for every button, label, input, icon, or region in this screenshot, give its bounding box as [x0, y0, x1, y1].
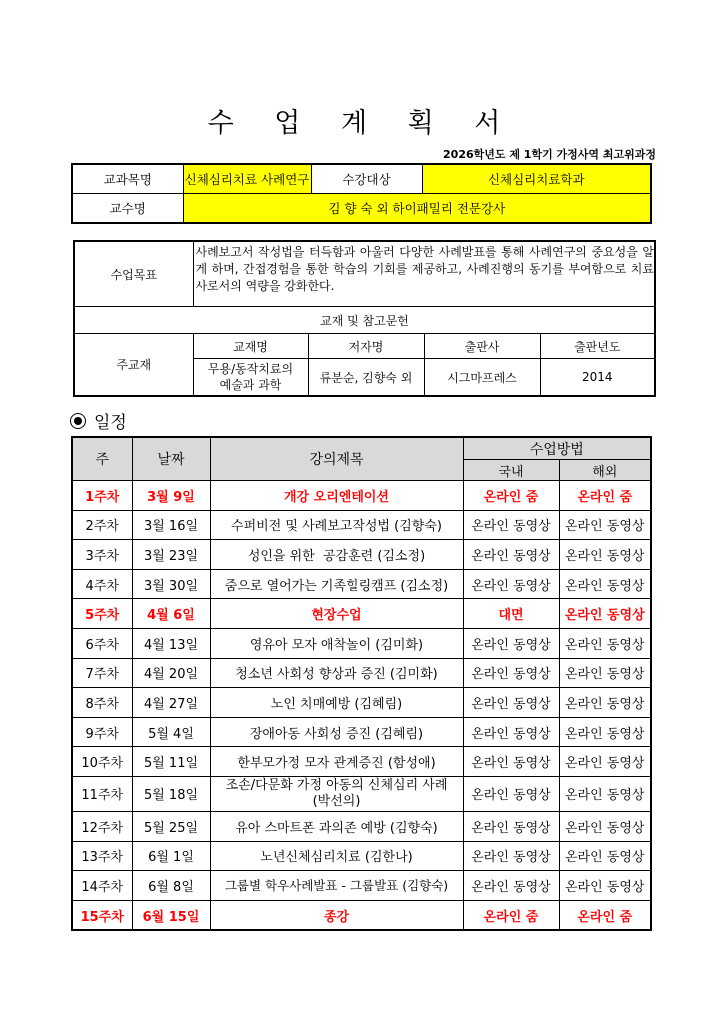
week-cell: 5주차 — [72, 599, 132, 629]
lecture-title-cell: 영유아 모자 애착놀이 (김미화) — [210, 628, 463, 658]
book-author: 류분순, 김향숙 외 — [308, 359, 424, 397]
date-cell: 6월 15일 — [132, 900, 210, 930]
domestic-cell: 온라인 동영상 — [463, 510, 559, 540]
date-cell: 5월 25일 — [132, 811, 210, 841]
domestic-cell: 온라인 동영상 — [463, 747, 559, 777]
week-cell: 14주차 — [72, 871, 132, 901]
domestic-cell: 온라인 동영상 — [463, 841, 559, 871]
overseas-cell: 온라인 동영상 — [559, 776, 651, 811]
book-title — [193, 359, 308, 397]
schedule-row — [72, 481, 651, 511]
date-cell: 3월 23일 — [132, 540, 210, 570]
week-cell: 13주차 — [72, 841, 132, 871]
date-cell: 4월 20일 — [132, 658, 210, 688]
date-cell: 4월 6일 — [132, 599, 210, 629]
schedule-row — [72, 776, 651, 811]
semester-subtitle: 2026학년도 제 1학기 가정사역 최고위과정 — [443, 148, 656, 161]
book-year: 2014 — [540, 359, 655, 397]
overseas-cell: 온라인 줌 — [559, 481, 651, 511]
page-title: 수 업 계 획 서 — [207, 108, 517, 139]
schedule-heading — [70, 408, 127, 433]
domestic-cell: 대면 — [463, 599, 559, 629]
date-cell: 5월 11일 — [132, 747, 210, 777]
date-header: 날짜 — [132, 437, 210, 481]
domestic-cell: 온라인 동영상 — [463, 688, 559, 718]
objective-text: 사례보고서 작성법을 터득함과 아울러 다양한 사례발표를 통해 사례연구의 중요성을 알게 하며, 간접경험을 통한 학습의 기회를 제공하고, 사례진행의 동기를 부여함으로 치료사로서의 역량을 강화한다. — [193, 241, 655, 307]
lecture-title-cell: 수퍼비전 및 사례보고작성법 (김향숙) — [210, 510, 463, 540]
domestic-cell: 온라인 동영상 — [463, 569, 559, 599]
domestic-cell: 온라인 동영상 — [463, 871, 559, 901]
overseas-cell: 온라인 동영상 — [559, 871, 651, 901]
professor-label: 교수명 — [72, 194, 183, 224]
bullet-icon — [70, 413, 86, 429]
course-value: 신체심리치료 사례연구 — [183, 164, 311, 194]
date-cell: 5월 18일 — [132, 776, 210, 811]
overseas-cell: 온라인 동영상 — [559, 569, 651, 599]
schedule-row — [72, 900, 651, 930]
week-cell: 9주차 — [72, 717, 132, 747]
professor-value: 김 향 숙 외 하이패밀리 전문강사 — [183, 194, 651, 224]
schedule-row — [72, 688, 651, 718]
schedule-row — [72, 841, 651, 871]
lecture-title-cell: 노인 치매예방 (김혜림) — [210, 688, 463, 718]
lecture-title-cell: 성인을 위한 공감훈련 (김소정) — [210, 540, 463, 570]
book-title-header: 교재명 — [193, 334, 308, 359]
domestic-cell: 온라인 동영상 — [463, 717, 559, 747]
week-header: 주 — [72, 437, 132, 481]
date-cell: 6월 8일 — [132, 871, 210, 901]
week-cell: 11주차 — [72, 776, 132, 811]
schedule-row — [72, 871, 651, 901]
overseas-cell: 온라인 동영상 — [559, 811, 651, 841]
lecture-title-cell: 장애아동 사회성 증진 (김혜림) — [210, 717, 463, 747]
domestic-cell: 온라인 동영상 — [463, 628, 559, 658]
schedule-row — [72, 658, 651, 688]
schedule-row — [72, 540, 651, 570]
date-cell: 3월 30일 — [132, 569, 210, 599]
schedule-row — [72, 717, 651, 747]
date-cell: 5월 4일 — [132, 717, 210, 747]
overseas-cell: 온라인 동영상 — [559, 628, 651, 658]
textbook-section-label: 교재 및 참고문헌 — [74, 307, 655, 334]
schedule-heading-text: 일정 — [94, 413, 127, 433]
week-cell: 1주차 — [72, 481, 132, 511]
date-cell: 3월 16일 — [132, 510, 210, 540]
schedule-table — [71, 436, 652, 931]
date-cell: 4월 13일 — [132, 628, 210, 658]
week-cell: 12주차 — [72, 811, 132, 841]
week-cell: 4주차 — [72, 569, 132, 599]
target-label: 수강대상 — [311, 164, 422, 194]
overseas-cell: 온라인 동영상 — [559, 599, 651, 629]
week-cell: 10주차 — [72, 747, 132, 777]
lecture-title-cell: 현장수업 — [210, 599, 463, 629]
date-cell: 4월 27일 — [132, 688, 210, 718]
textbook-section-row — [74, 307, 655, 334]
lecture-title-cell — [210, 776, 463, 811]
publisher-header: 출판사 — [424, 334, 540, 359]
week-cell: 7주차 — [72, 658, 132, 688]
overseas-cell: 온라인 줌 — [559, 900, 651, 930]
week-cell: 8주차 — [72, 688, 132, 718]
textbook-header-row — [74, 334, 655, 359]
lecture-title-cell: 줌으로 열어가는 기족힐링캠프 (김소정) — [210, 569, 463, 599]
year-header: 출판년도 — [540, 334, 655, 359]
schedule-row — [72, 628, 651, 658]
title-header: 강의제목 — [210, 437, 463, 481]
target-value: 신체심리치료학과 — [422, 164, 651, 194]
overseas-cell: 온라인 동영상 — [559, 747, 651, 777]
date-cell: 3월 9일 — [132, 481, 210, 511]
lecture-title-cell: 유아 스마트폰 과의존 예방 (김향숙) — [210, 811, 463, 841]
overseas-cell: 온라인 동영상 — [559, 841, 651, 871]
author-header: 저자명 — [308, 334, 424, 359]
domestic-header: 국내 — [463, 460, 559, 481]
lecture-title-cell: 종강 — [210, 900, 463, 930]
schedule-row — [72, 569, 651, 599]
domestic-cell: 온라인 줌 — [463, 900, 559, 930]
domestic-cell: 온라인 동영상 — [463, 540, 559, 570]
overseas-cell: 온라인 동영상 — [559, 540, 651, 570]
schedule-row — [72, 811, 651, 841]
lecture-title-line1: 조손/다문화 가정 아동의 신체심리 사례 — [225, 777, 448, 793]
objective-textbook-table — [73, 240, 656, 397]
schedule-row — [72, 510, 651, 540]
main-textbook-label: 주교재 — [74, 334, 193, 397]
schedule-header-row — [72, 437, 651, 460]
lecture-title-line2: (박선의) — [312, 793, 361, 809]
course-row — [72, 164, 651, 194]
week-cell: 6주차 — [72, 628, 132, 658]
objective-label: 수업목표 — [74, 241, 193, 307]
overseas-cell: 온라인 동영상 — [559, 510, 651, 540]
lecture-title-cell: 개강 오리엔테이션 — [210, 481, 463, 511]
week-cell: 2주차 — [72, 510, 132, 540]
schedule-row — [72, 747, 651, 777]
book-title-line2: 예술과 과학 — [219, 378, 282, 392]
week-cell: 15주차 — [72, 900, 132, 930]
book-publisher: 시그마프레스 — [424, 359, 540, 397]
overseas-cell: 온라인 동영상 — [559, 688, 651, 718]
week-cell: 3주차 — [72, 540, 132, 570]
course-label: 교과목명 — [72, 164, 183, 194]
date-cell: 6월 1일 — [132, 841, 210, 871]
professor-row — [72, 194, 651, 224]
domestic-cell: 온라인 동영상 — [463, 811, 559, 841]
book-title-line1: 무용/동작치료의 — [207, 362, 294, 376]
lecture-title-cell: 그룹별 학우사례발표 - 그룹발표 (김향숙) — [210, 871, 463, 901]
lecture-title-cell: 노년신체심리치료 (김한나) — [210, 841, 463, 871]
overseas-cell: 온라인 동영상 — [559, 717, 651, 747]
lecture-title-cell: 청소년 사회성 향상과 증진 (김미화) — [210, 658, 463, 688]
course-info-table — [71, 163, 652, 224]
method-header: 수업방법 — [463, 437, 651, 460]
domestic-cell: 온라인 동영상 — [463, 776, 559, 811]
schedule-row — [72, 599, 651, 629]
domestic-cell: 온라인 줌 — [463, 481, 559, 511]
overseas-header: 해외 — [559, 460, 651, 481]
lecture-title-cell: 한부모가정 모자 관계증진 (함성애) — [210, 747, 463, 777]
objective-row — [74, 241, 655, 307]
domestic-cell: 온라인 동영상 — [463, 658, 559, 688]
overseas-cell: 온라인 동영상 — [559, 658, 651, 688]
